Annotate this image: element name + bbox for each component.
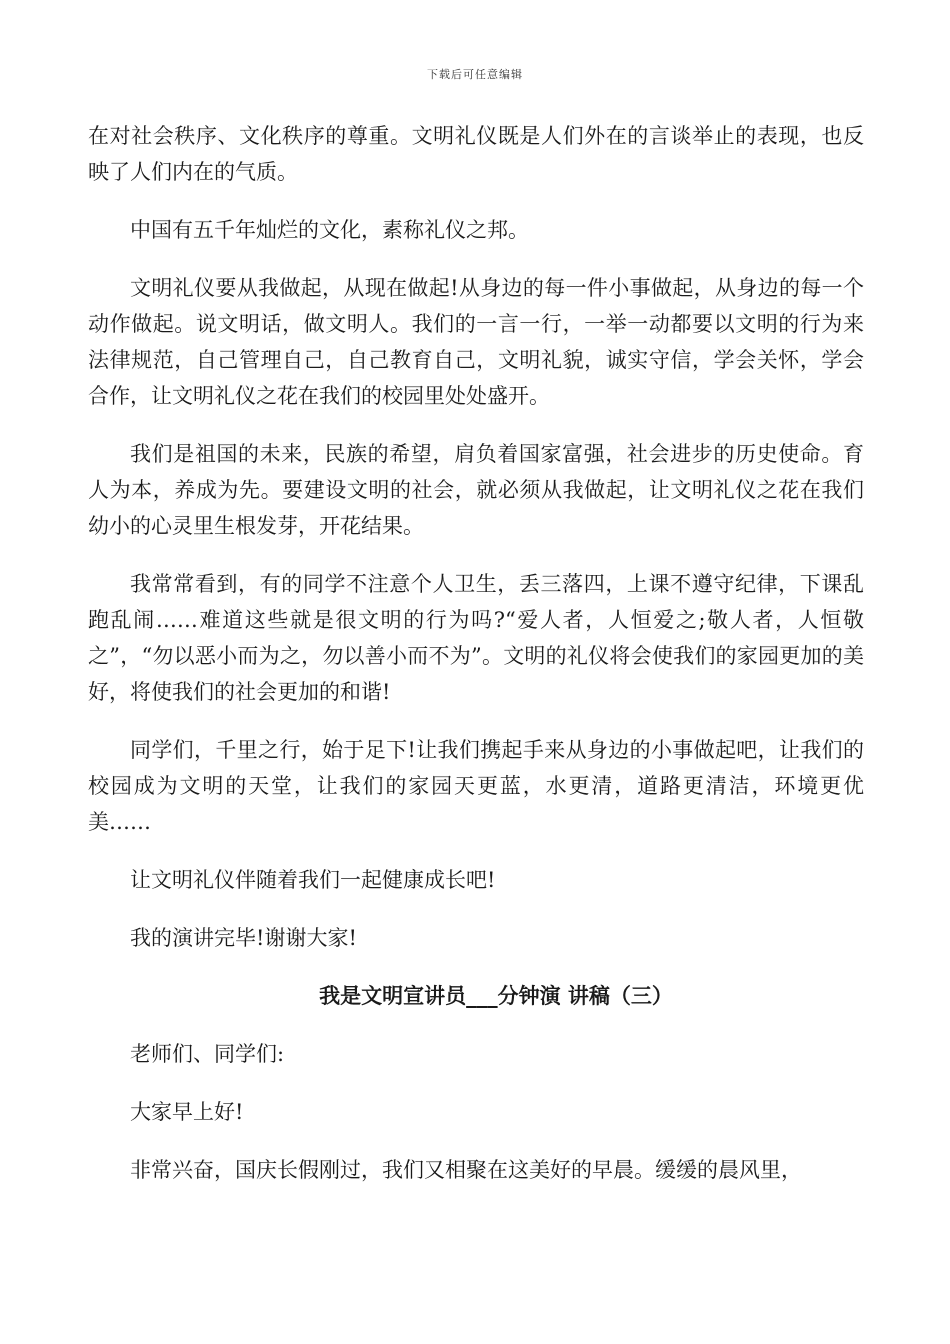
paragraph: 让文明礼仪伴随着我们一起健康成长吧! bbox=[130, 868, 496, 892]
paragraph-continued: 在对社会秩序、文化秩序的尊重。文明礼仪既是人们外在的言谈举止的表现，也反映了人们内在的气质。 bbox=[88, 124, 864, 184]
paragraph: 同学们，千里之行，始于足下!让我们携起手来从身边的小事做起吧，让我们的校园成为文明的天堂，让我们的家园天更蓝，水更清，道路更清洁，环境更优美…… bbox=[88, 738, 864, 834]
paragraph: 我常常看到，有的同学不注意个人卫生，丢三落四，上课不遵守纪律，下课乱跑乱闹……难道这些就是很文明的行为吗?“爱人者，人恒爱之;敬人者，人恒敬之”，“勿以恶小而为之，勿以善小而不为”。文明的礼仪将会使我们的家园更加的美好，将使我们的社会更加的和谐! bbox=[88, 572, 864, 704]
paragraph: 文明礼仪要从我做起，从现在做起!从身边的每一件小事做起，从身边的每一个动作做起。说文明话，做文明人。我们的一言一行，一举一动都要以文明的行为来法律规范，自己管理自己，自己教育自己，文明礼貌，诚实守信，学会关怀，学会合作，让文明礼仪之花在我们的校园里处处盛开。 bbox=[88, 276, 864, 408]
header-note: 下载后可任意编辑 bbox=[427, 68, 523, 81]
paragraph: 非常兴奋，国庆长假刚过，我们又相聚在这美好的早晨。缓缓的晨风里， bbox=[130, 1158, 802, 1182]
section-title: 我是文明宣讲员___分钟演 讲稿（三） bbox=[319, 983, 673, 1008]
document-body bbox=[88, 118, 864, 1210]
greeting-line: 老师们、同学们: bbox=[130, 1042, 285, 1066]
paragraph: 中国有五千年灿烂的文化，素称礼仪之邦。 bbox=[130, 218, 529, 242]
paragraph: 我的演讲完毕!谢谢大家! bbox=[130, 926, 357, 950]
greeting-line: 大家早上好! bbox=[130, 1100, 244, 1124]
paragraph: 我们是祖国的未来，民族的希望，肩负着国家富强，社会进步的历史使命。育人为本，养成为先。要建设文明的社会，就必须从我做起，让文明礼仪之花在我们幼小的心灵里生根发芽，开花结果。 bbox=[88, 442, 864, 538]
